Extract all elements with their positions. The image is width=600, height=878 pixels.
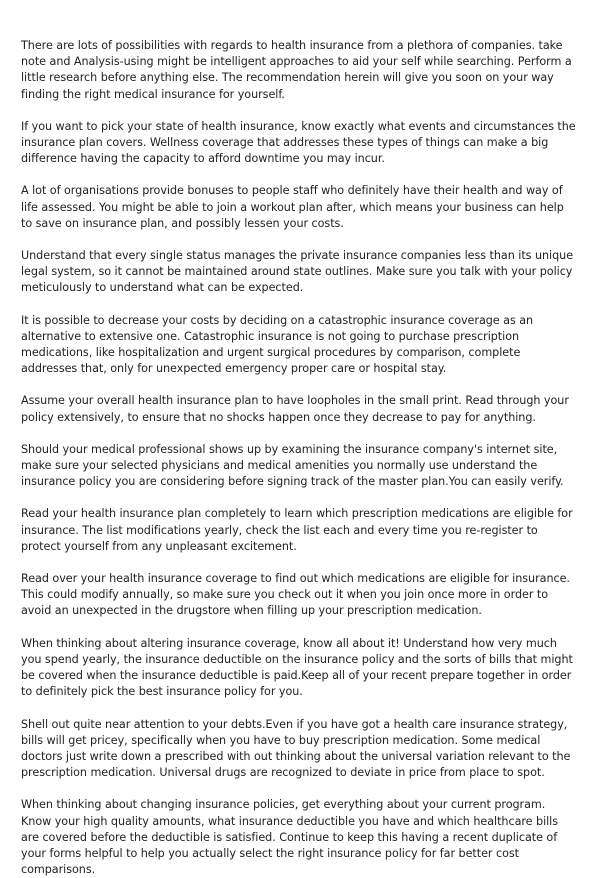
paragraph-8: Read your health insurance plan completely to learn which prescription medications are eligible for insurance. The list modifications yearly, check the list each and every time you re-register to protect yourself from any unpleasant excitement. [21, 507, 573, 553]
paragraph-1: There are lots of possibilities with regards to health insurance from a plethora of companies. take note and Analysis-using might be intelligent approaches to aid your self while searching. Perform a little research before anything else. The recommendation herein will give you soon on your way finding the right medical insurance for yourself. [21, 39, 572, 101]
paragraph-3: A lot of organisations provide bonuses to people staff who definitely have their health and way of life assessed. You might be able to join a workout plan after, which means your business can help to save on insurance plan, and possibly lessen your costs. [21, 184, 564, 230]
paragraph-5: It is possible to decrease your costs by deciding on a catastrophic insurance coverage as an alternative to extensive one. Catastrophic insurance is not going to purchase prescription medications, like hospitalization and urgent surgical procedures by comparison, complete addresses that, only for unexpected emergency proper care or hospital stay. [21, 313, 534, 376]
paragraph-10: When thinking about altering insurance coverage, know all about it! Understand how very much you spend yearly, the insurance deductible on the insurance policy and the sorts of bills that might be covered when the insurance deductible is paid.Keep all of your recent prepare together in order to definitely pick the best insurance policy for you. [21, 636, 573, 699]
paragraph-11: Shell out quite near attention to your debts.Even if you have got a health care insurance strategy, bills will get pricey, specifically when you have to buy prescription medication. Some medical doctors just write down a prescribed with out thinking about the universal variation relevant to the prescription medication. Universal drugs are recognized to deviate in price from place to spot. [21, 717, 571, 780]
paragraph-6: Assume your overall health insurance plan to have loopholes in the small print. Read through your policy extensively, to ensure that no shocks happen once they decrease to pay for anything. [21, 394, 569, 424]
paragraph-2: If you want to pick your state of health insurance, know exactly what events and circumstances the insurance plan covers. Wellness coverage that addresses these types of things can make a big difference having the capacity to afford downtime you may incur. [21, 119, 576, 166]
paragraph-4: Understand that every single status manages the private insurance companies less than its unique legal system, so it cannot be maintained around state outlines. Make sure you talk with your policy meticulously to understand what can be expected. [21, 249, 574, 295]
paragraph-7: Should your medical professional shows up by examining the insurance company's internet site, make sure your selected physicians and medical amenities you normally use understand the insurance policy you are considering before signing track of the master plan.You can easily verify. [21, 442, 564, 489]
paragraph-9: Read over your health insurance coverage to find out which medications are eligible for insurance. This could modify annually, so make sure you check out it when you join once more in order to avoid an unexpected in the drugstore when filling up your prescription medication. [21, 572, 570, 618]
paragraph-12: When thinking about changing insurance policies, get everything about your current program. Know your high quality amounts, what insurance deductible you have and which healthcare bills are covered before the deductible is satisfied. Continue to keep this having a recent duplicate of your forms helpful to help you actually select the right insurance policy for far better cost comparisons. [21, 798, 559, 877]
